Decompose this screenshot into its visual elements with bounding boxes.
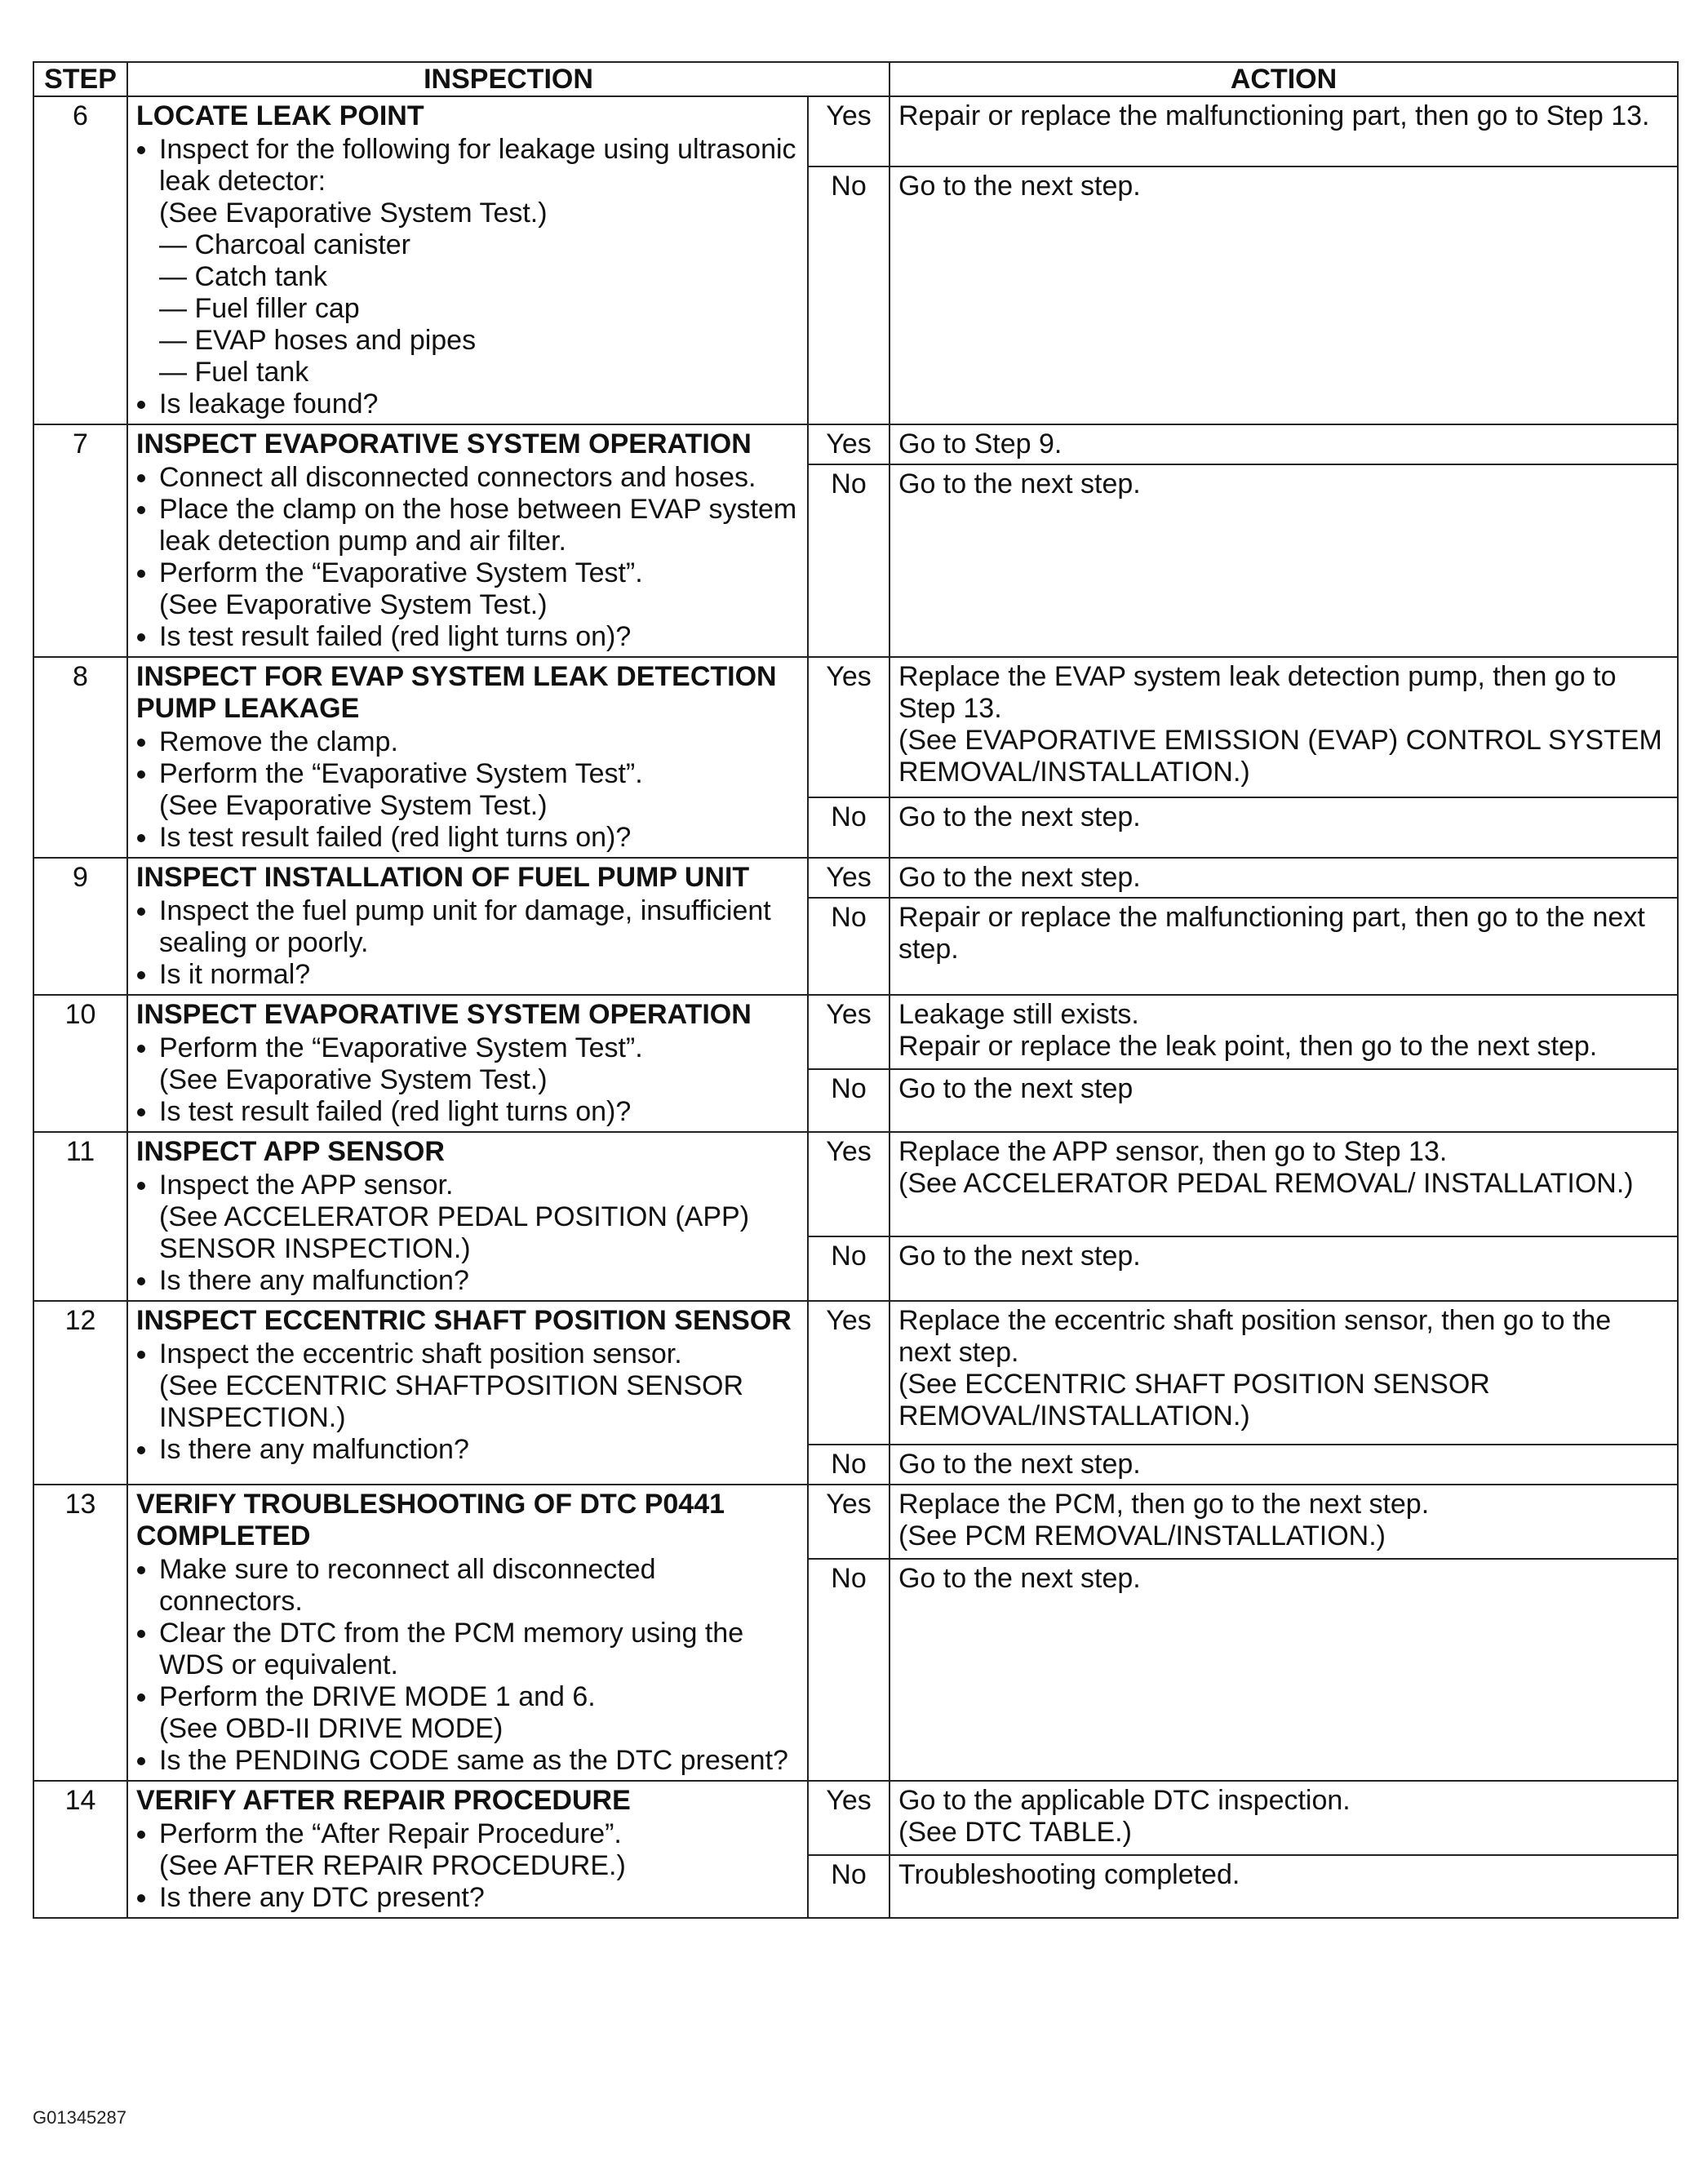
step-number: 9 [33, 858, 127, 995]
bullet-text: Is test result failed (red light turns on)? [159, 621, 632, 652]
inspection-bullet [159, 1818, 799, 1882]
inspection-bullet [159, 758, 799, 822]
component-item: — Catch tank [159, 261, 327, 292]
inspection-bullet [159, 726, 799, 758]
no-label: No [808, 1445, 889, 1485]
inspection-bullet [159, 1434, 799, 1466]
reference-text: (See Evaporative System Test.) [159, 589, 548, 620]
step-number: 8 [33, 657, 127, 858]
action-line: (See ECCENTRIC SHAFT POSITION SENSOR REMOVAL/INSTALLATION.) [898, 1369, 1490, 1432]
no-action [889, 166, 1678, 424]
inspection-bullets [136, 726, 799, 854]
bullet-text: Is test result failed (red light turns on)? [159, 822, 632, 853]
inspection-bullet [159, 462, 799, 494]
action-line: Go to the next step. [898, 171, 1141, 202]
action-line: Go to the next step. [898, 862, 1141, 893]
figure-code: G01345287 [33, 2107, 126, 2128]
yes-action [889, 858, 1678, 898]
component-item: — Fuel tank [159, 357, 309, 388]
inspection-bullet [159, 959, 799, 991]
no-label: No [808, 1855, 889, 1918]
table-row [33, 657, 1678, 797]
no-action [889, 1445, 1678, 1485]
action-line: Go to the next step. [898, 801, 1141, 832]
yes-action [889, 424, 1678, 464]
action-line: Go to the applicable DTC inspection. [898, 1785, 1351, 1816]
action-line: (See ACCELERATOR PEDAL REMOVAL/ INSTALLATION.) [898, 1168, 1634, 1199]
no-action [889, 1236, 1678, 1301]
yes-label: Yes [808, 424, 889, 464]
no-label: No [808, 1069, 889, 1132]
no-label: No [808, 898, 889, 995]
inspection-bullets [136, 1338, 799, 1466]
inspection-bullets [136, 134, 799, 420]
action-line: Replace the APP sensor, then go to Step 13. [898, 1136, 1448, 1167]
action-line: Troubleshooting completed. [898, 1859, 1240, 1890]
bullet-text: Inspect the APP sensor. [159, 1170, 454, 1201]
inspection-bullet [159, 1338, 799, 1434]
action-line: Go to the next step. [898, 468, 1141, 499]
yes-action [889, 995, 1678, 1069]
yes-action [889, 1301, 1678, 1445]
table-header-row [33, 62, 1678, 96]
table-row [33, 1301, 1678, 1445]
inspection-bullets [136, 462, 799, 653]
yes-label: Yes [808, 995, 889, 1069]
reference-text: (See Evaporative System Test.) [159, 790, 548, 821]
reference-text: (See Evaporative System Test.) [159, 198, 548, 229]
inspection-bullet [159, 1554, 799, 1618]
inspection-bullet [159, 1618, 799, 1681]
reference-text: (See ACCELERATOR PEDAL POSITION (APP) SENSOR INSPECTION.) [159, 1201, 750, 1264]
table-row [33, 1781, 1678, 1855]
table-row [33, 96, 1678, 166]
component-item: — Fuel filler cap [159, 293, 360, 324]
action-line: (See DTC TABLE.) [898, 1817, 1132, 1848]
no-action [889, 797, 1678, 858]
yes-action [889, 1132, 1678, 1236]
inspection-cell [127, 995, 808, 1132]
table-row [33, 424, 1678, 464]
bullet-text: Is the PENDING CODE same as the DTC present? [159, 1745, 788, 1776]
bullet-text: Is it normal? [159, 959, 311, 990]
inspection-cell [127, 96, 808, 424]
bullet-text: Perform the “Evaporative System Test”. [159, 758, 643, 789]
header-step: STEP [33, 62, 127, 96]
bullet-text: Remove the clamp. [159, 726, 398, 757]
table-row [33, 858, 1678, 898]
step-number: 14 [33, 1781, 127, 1918]
bullet-text: Perform the “Evaporative System Test”. [159, 1032, 643, 1063]
action-line: Go to the next step [898, 1073, 1133, 1104]
no-label: No [808, 1559, 889, 1781]
inspection-cell [127, 1301, 808, 1485]
bullet-text: Inspect the eccentric shaft position sensor. [159, 1338, 682, 1369]
table-body [33, 96, 1678, 1918]
inspection-title: INSPECT EVAPORATIVE SYSTEM OPERATION [136, 999, 752, 1030]
action-line: Repair or replace the leak point, then go to the next step. [898, 1031, 1598, 1062]
inspection-title: VERIFY TROUBLESHOOTING OF DTC P0441 COMPLETED [136, 1489, 725, 1551]
bullet-text: Make sure to reconnect all disconnected connectors. [159, 1554, 656, 1617]
bullet-text: Place the clamp on the hose between EVAP system leak detection pump and air filter. [159, 494, 797, 557]
header-inspection: INSPECTION [127, 62, 889, 96]
yes-action [889, 657, 1678, 797]
inspection-bullet [159, 557, 799, 621]
yes-action [889, 1485, 1678, 1559]
no-action [889, 1559, 1678, 1781]
header-action: ACTION [889, 62, 1678, 96]
inspection-cell [127, 1132, 808, 1301]
troubleshooting-table [33, 61, 1679, 1919]
no-action [889, 1069, 1678, 1132]
yes-action [889, 1781, 1678, 1855]
bullet-text: Is leakage found? [159, 388, 379, 419]
inspection-bullets [136, 1032, 799, 1128]
inspection-cell [127, 858, 808, 995]
bullet-text: Is there any DTC present? [159, 1882, 485, 1913]
yes-label: Yes [808, 1781, 889, 1855]
reference-text: (See OBD-II DRIVE MODE) [159, 1713, 504, 1744]
inspection-bullet [159, 494, 799, 557]
inspection-cell [127, 424, 808, 657]
no-label: No [808, 166, 889, 424]
yes-label: Yes [808, 1485, 889, 1559]
inspection-title: INSPECT EVAPORATIVE SYSTEM OPERATION [136, 428, 752, 459]
inspection-bullet [159, 1882, 799, 1914]
yes-label: Yes [808, 858, 889, 898]
inspection-cell [127, 1781, 808, 1918]
action-line: Replace the eccentric shaft position sensor, then go to the next step. [898, 1305, 1612, 1368]
inspection-title: INSPECT FOR EVAP SYSTEM LEAK DETECTION PUMP LEAKAGE [136, 661, 777, 724]
action-line: Repair or replace the malfunctioning part, then go to Step 13. [898, 100, 1650, 131]
inspection-title: INSPECT INSTALLATION OF FUEL PUMP UNIT [136, 862, 750, 893]
inspection-title: INSPECT APP SENSOR [136, 1136, 445, 1167]
bullet-text: Perform the “After Repair Procedure”. [159, 1818, 622, 1849]
table-row [33, 1132, 1678, 1236]
inspection-bullets [136, 1818, 799, 1914]
action-line: Replace the EVAP system leak detection pump, then go to Step 13. [898, 661, 1617, 724]
yes-action [889, 96, 1678, 166]
action-line: Go to Step 9. [898, 428, 1063, 459]
table-row [33, 1485, 1678, 1559]
bullet-text: Perform the “Evaporative System Test”. [159, 557, 643, 588]
no-action [889, 1855, 1678, 1918]
yes-label: Yes [808, 1132, 889, 1236]
no-action [889, 464, 1678, 657]
no-label: No [808, 1236, 889, 1301]
action-line: Go to the next step. [898, 1563, 1141, 1594]
inspection-bullet [159, 1032, 799, 1096]
inspection-bullet [159, 621, 799, 653]
inspection-title: LOCATE LEAK POINT [136, 100, 424, 131]
inspection-title: INSPECT ECCENTRIC SHAFT POSITION SENSOR [136, 1305, 792, 1336]
action-line: (See PCM REMOVAL/INSTALLATION.) [898, 1520, 1386, 1551]
reference-text: (See Evaporative System Test.) [159, 1064, 548, 1095]
bullet-text: Perform the DRIVE MODE 1 and 6. [159, 1681, 596, 1712]
yes-label: Yes [808, 96, 889, 166]
no-label: No [808, 464, 889, 657]
bullet-text: Inspect for the following for leakage using ultrasonic leak detector: [159, 134, 796, 197]
inspection-bullet [159, 1681, 799, 1745]
component-item: — EVAP hoses and pipes [159, 325, 477, 356]
component-list [159, 229, 799, 388]
step-number: 10 [33, 995, 127, 1132]
inspection-cell [127, 1485, 808, 1781]
reference-text: (See ECCENTRIC SHAFTPOSITION SENSOR INSPECTION.) [159, 1370, 743, 1433]
inspection-bullet [159, 134, 799, 388]
reference-text: (See AFTER REPAIR PROCEDURE.) [159, 1850, 626, 1881]
inspection-bullet [159, 822, 799, 854]
action-line: Go to the next step. [898, 1241, 1141, 1272]
step-number: 7 [33, 424, 127, 657]
inspection-title: VERIFY AFTER REPAIR PROCEDURE [136, 1785, 631, 1816]
action-line: Go to the next step. [898, 1449, 1141, 1480]
step-number: 6 [33, 96, 127, 424]
inspection-bullet [159, 1265, 799, 1297]
no-label: No [808, 797, 889, 858]
bullet-text: Is there any malfunction? [159, 1434, 469, 1465]
inspection-bullet [159, 1745, 799, 1777]
inspection-bullets [136, 1170, 799, 1297]
action-line: (See EVAPORATIVE EMISSION (EVAP) CONTROL SYSTEM REMOVAL/INSTALLATION.) [898, 725, 1662, 788]
yes-label: Yes [808, 657, 889, 797]
inspection-bullet [159, 895, 799, 959]
bullet-text: Inspect the fuel pump unit for damage, insufficient sealing or poorly. [159, 895, 771, 958]
bullet-text: Connect all disconnected connectors and hoses. [159, 462, 756, 493]
action-line: Leakage still exists. [898, 999, 1139, 1030]
inspection-bullets [136, 1554, 799, 1777]
inspection-bullet [159, 1170, 799, 1265]
yes-label: Yes [808, 1301, 889, 1445]
action-line: Repair or replace the malfunctioning part, then go to the next step. [898, 902, 1645, 965]
action-line: Replace the PCM, then go to the next step. [898, 1489, 1430, 1520]
inspection-bullet [159, 388, 799, 420]
inspection-bullets [136, 895, 799, 991]
no-action [889, 898, 1678, 995]
bullet-text: Clear the DTC from the PCM memory using the WDS or equivalent. [159, 1618, 744, 1680]
bullet-text: Is there any malfunction? [159, 1265, 469, 1296]
table-row [33, 995, 1678, 1069]
component-item: — Charcoal canister [159, 229, 411, 260]
step-number: 12 [33, 1301, 127, 1485]
inspection-cell [127, 657, 808, 858]
bullet-text: Is test result failed (red light turns on)? [159, 1096, 632, 1127]
inspection-bullet [159, 1096, 799, 1128]
step-number: 11 [33, 1132, 127, 1301]
step-number: 13 [33, 1485, 127, 1781]
